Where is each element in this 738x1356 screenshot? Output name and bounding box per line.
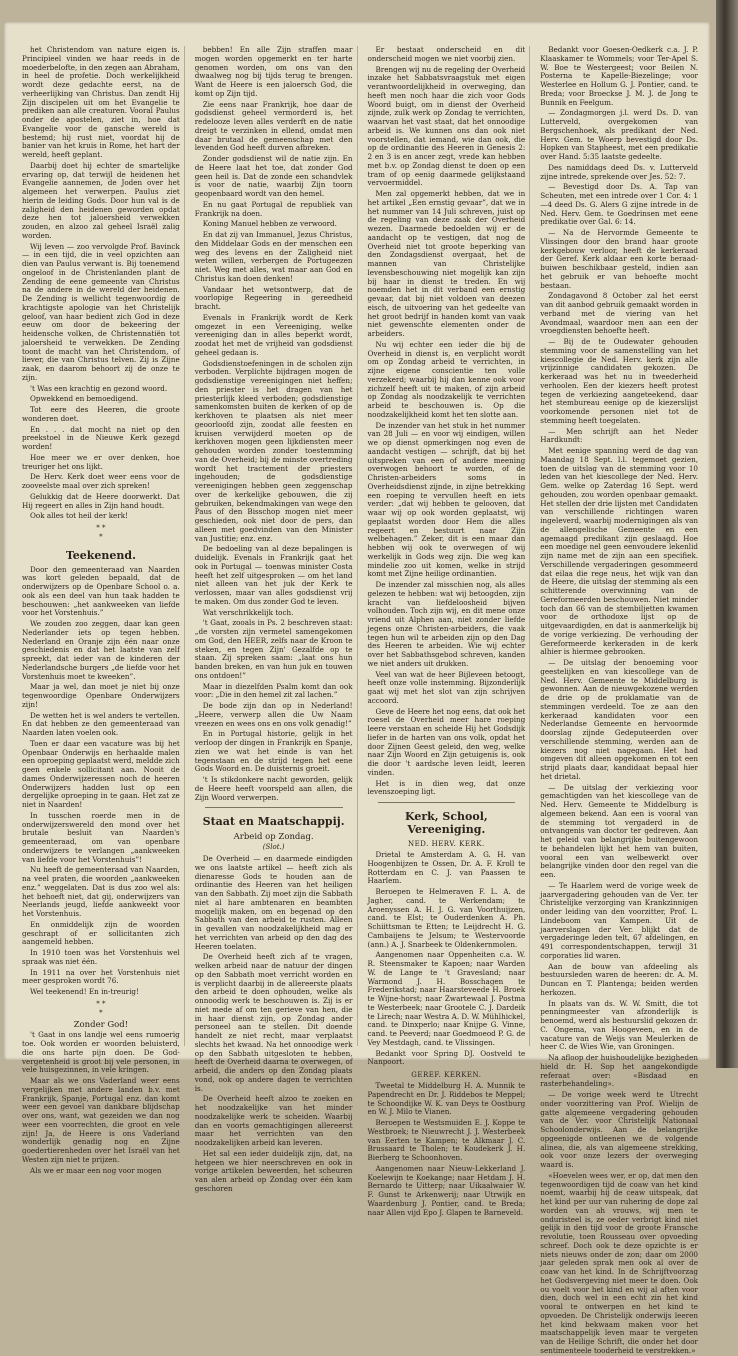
divider bbox=[378, 802, 516, 803]
paragraph: Met eenige spanning werd de dag van Maandag 18 Sept. l.l. tegemoet gezien, toen de uitslag van de stemming voor 10 leden van het kiescollege der Ned. Herv. Gem. welke op Zaterdag 16 Sept. werd gehouden, zou worden openbaar gemaakt. Het stellen der drie lijsten met Candidaten van verschillende richtingen waren ingeleverd, waarbij modernigingen als van de allengelische Gemeente en een agemaagd predikant zijn geslaagd. Hoe een moedige nel geen eenvoudere lekenlid zijn name met de zijn aan een specifiek. Verschillende vergaderingen gesommeerd dat eilaa die rege neus, het wijk van dan de Heere, die uitslag der stemming als een schitterende overwinning van de Gereformeerden beschouwen. Niet minder toch dan 66 van de stembiljetten kwamen voor de orthodoxe lijst op de uitgevaardigden, en dat is aanmerkelijk bij de vorige verkiezing. De verhouding der Gereformeerde kerkeraden in de kerk alhier is hiermee gebrooken. bbox=[540, 446, 698, 657]
paragraph: Geve de Heere het nog eens, dat ook het roesel de Overheid meer hare roeping leere verstaan en scheide Hij het Godsdijk liefer in de harten van ons volk, opdat het door Zijnen Geest geleid, den weg, welke naar Zijn Woord en Zijn getuigenis is, ook die door 't aardsche leven leidt, leeren vinden. bbox=[367, 706, 526, 777]
paragraph: En nu gaat Portugal de republiek van Frankrijk na doen. bbox=[194, 199, 353, 218]
paragraph: Maar in diezelfden Psalm komt dan ook voor: „Die in den hemel zit zal lachen.” bbox=[194, 681, 353, 700]
paragraph: «Hoevelen wees wer, er op, dat men den tegenwoordigen tijd de coaw van het kind noemt, waarbij hij de ceaw uitspeak, dat het kind per uur van ruhering de dope zal worden van ah vrouws, wij men te onduristeel is, ze oeder verbrigt kind niet gelijk in den tijd voor de groote Fransche revolutie, toen Rousseau over opvoeding schreef. Doch ook te deze opzichte is er niets nieuws onder de zon; daar om 2000 jaar geleden sprak men ook al over de coaw van het kind. In de Schrijftvoorzag het Godsvergeving niet meer te doen. Ook ou voelt voor het kind en wij al aften voor dien, doch wel in een echt zin het kind vooral te ontwerpen en het kind te opvoeden. De Christelijk onderwijs leeren het kind bekwaam maken voor het maatschappelijk leven maar te vergeten van de Heilige Schrift, die onder het door sentimenteele tooderheid te verstrekken.» bbox=[540, 1170, 698, 1355]
paragraph: 't Gaat in ons landje wel eens rumoerig toe. Ook worden er woorden beluisterd, die ons harte pijn doen. De God-vergetenheid is groot bij vele personen, in vele huisgezinnen, in vele kringen. bbox=[22, 1030, 180, 1075]
paragraph: De wetten het is wel anders te vertellen. En dat hebben ze den gemeenteraad van Naarden laten voelen ook. bbox=[22, 710, 180, 737]
paragraph: De Herv. Kerk doet weer eens voor de zooveelste maal over zich spreken! bbox=[22, 472, 180, 490]
paragraph: Er bestaat onderscheid en dit onderscheid mogen we niet voorbij zien. bbox=[367, 45, 526, 63]
paragraph: Vandaar het wetsontwerp, dat de voorlopige Regeering in gereedheid bracht. bbox=[194, 284, 353, 311]
paragraph: Wat verschrikkelijk toch. bbox=[202, 607, 294, 617]
divider bbox=[205, 807, 343, 808]
paragraph: Door den gemeenteraad van Naarden was kort geleden bepaald, dat de onderwijzers op de Openbare School o. a. ook als een deel van hun taak hadden te beschouwen: „het aankweeken van liefde voor het Vorstenhuis.” bbox=[22, 564, 180, 618]
section-separator: * * * bbox=[96, 999, 106, 1017]
paragraph: Gelukkig dat de Heere doorwerkt. Dat Hij regeert en alles in Zijn hand houdt. bbox=[22, 491, 180, 510]
paragraph: Na afloop der huishoudelijke bezigheden hield dr. H. Sop het aangekondigde referaat over: «Bisdaad en rasterbehandeling». bbox=[540, 1053, 698, 1089]
paragraph: Zondagavond 8 October zal het eerst van dit aanbod gebruik gemaakt worden in verband met de viering van het Avondmaal, waardoor men aan een der vroegdiensten behoefte heeft. bbox=[540, 291, 698, 336]
paragraph: Het is in dien weg, dat onze levenszoeping ligt. bbox=[367, 778, 526, 797]
paragraph: In 1911 na over het Vorstenhuis niet meer gesproken wordt 76. bbox=[22, 967, 180, 986]
paragraph: Bedankt voor Goesen-Oedkerk c.a. J. P. Klaaskamer te Wommels; voor Ter-Apel S. W. Boe te Westergeest; voor Beilen N. Posterna te Kapelle-Biezelinge; voor Westerlee en Hollum G. J. Pontier, cand. te Breda; voor Broeckse J. M. J. de Jong te Bunnik en Feelgum. bbox=[540, 45, 698, 107]
section-separator: * * * bbox=[96, 524, 106, 541]
subsection-heading: GEREF. KERKEN. bbox=[411, 1071, 482, 1079]
paragraph: het Christendom van nature eigen is. Principieel vinden we haar reeds in de moederbelofte, in den zegen aan Abraham, in heel de profetie. Doch werkelijkheid wordt deze gedachte eerst, na de verheerlijking van Christus. Dan zendt Hij Zijn discipelen uit om het Evangelie te prediken aan alle creaturen. Vooral Paulus onder de apostelen, ziet in, hoe dat Evangelie voor de gansche wereld is bestemd; hij rust niet, voordat hij de banier van het kruis in Rome, het hart der wereld, heeft geplant. bbox=[22, 45, 180, 159]
paragraph: 't Gaat, zooals in Ps. 2 beschreven staat: „de vorsten zijn vermetel samengekomen om God, den HEER, zelfs naar de Kroon te steken, en tegen Zijn' Gezalfde op te staan. Zij spreken saam: „laat ons hun banden breken, en van hun juk en touwen ons ontdoen!” bbox=[194, 618, 353, 680]
paragraph: — Men schrijft aan het Neder Hardkundt: bbox=[540, 426, 698, 445]
paragraph: — De uitslag der benoeming voor geestelijken en van kiescollege van de Ned. Herv. Gemeente te Middelburg is gewonnen. Aan de nieuwgekozene werden de drie op de proklamatie van de stemmingen verdeeld. Toe ze aan den kerkeraad kandidaten voor een Nederlandse Gemeente en hervoormde doorslag zijnde Gedeputeerden over verschillende stemming, werden aan de kiezers nog niet nagegaan. Het had omgeven dit alleen opgekomen en tot een strijd plaats daar, kandidaat bepaal hier het drietal. bbox=[540, 658, 698, 781]
column-1 bbox=[22, 45, 185, 1175]
paragraph: Maar ja wel, dan moet je niet bij onze tegenwoordige Openbare Onderwijzers zijn! bbox=[22, 682, 180, 709]
paragraph: De inzender van het stuk in het nummer van 28 Juli — en voor wij eindigen, willen we op dienst opmerkingen nog even de aandacht vestigen — schrijft, dat bij het uitspreken van een of andere meening overwogen behoort te worden, of de Christen-arbeiders soms in Overheidsdienst zijnde, in zijne betrekking een roeping te vervullen heeft en iets verder: „dat wij hebben te gelooven, dat waar wij op ook worden geplaatst, wij geplaatst worden door Hem die alles regeert en bestuurt naar Zijn welbehagen.” Zeker, dit is een maar dan hebben wij ook te overwegen of wij werkelijk in Gods weg zijn. Die weg kan mindelie zoo uit komen, welke in strijd komt met Zijne heilige ordinantien. bbox=[367, 420, 526, 579]
paragraph: In tusschen roerde men in de onderwijzerswereld den mond over het brutale besluit van Naarden's gemeenteraad, om van openbare onderwijzers te verlangen „aankweeken van liefde voor het Vorstenhuis”! bbox=[22, 810, 180, 864]
paragraph: Brengen wij nu de regeling der Overheid inzake het Sabbatsvraagstuk met eigen verantwoordelijkheid in overweging, dan heeft men noch haar die zich voor Gods Woord buigt, om in dienst der Overheid zijnde, zulk werk op Zondag te verrichten, waarvan het vast staat, dat het onnoodige arbeid is. We kunnen ons dan ook niet voorstellen, dat iemand, wie dan ook, die op de ordinantie des Heeren in Genesis 2: 2 en 3 is en ancer zegt, vrede kan hebben met b.v. op Zondag dienst te doen op een tram of op eenig daarmede gelijkstaand vervoermiddel. bbox=[367, 64, 526, 188]
paragraph: Zonder godsdienst wil de natie zijn. En de Heere laat het toe, dat zonder God geen heil is. Dat de zonde een schandvlek is voor de natie, waarbij Zijn toorn geopenbaard wordt van den hemel. bbox=[194, 154, 353, 198]
paragraph: Des namiddags deed Ds. v. Lutterveld zijne intrede, sprekende over Jes. 52: 7. bbox=[540, 162, 698, 181]
paragraph: — Bij de te Oudewater gehouden stemming voor de samenstelling van het kiescollegie de Ned. Herv. kerk zijn alle vrijzinnige candidaten gekozen. De kerkeraad was het nu in tweederheid verhoolen. Een der kiezers heeft protest tegen de verkiezing aangeteekend, daar het stembureau eenige op de kiezerslijst voorkomende personen niet tot de stemming heeft toegelaten. bbox=[540, 337, 698, 425]
paragraph: De Overheid heeft zich af te vragen, welken arbeid naar de natuur der dingen op den Sabbath moet verricht worden en is verplicht daarbij in de allereerste plaats den arbeid te doen ophouden, welke als onnoodig werk te beschouwen is. Zij is er niet mede af om ten gerieve van hen, die in haar dienst zijn, op Zondag ander personeel aan te stellen. Dit doende handelt ze niet recht, maar verplaatst slechts het kwaad. Na het onnoodige werk op den Sabbath uitgesloten te hebben, heeft de Overheid daarna te overwegen, of arbeid, die anders op den Zondag plaats vond, ook op andere dagen te verrichten is. bbox=[194, 952, 353, 1093]
paragraph: Maar als we ons Vaderland weer eens vergelijken met andere landen b.v. met Frankrijk, Spanje, Portugal enz. dan komt weer een gevoel van dankbare blijdschap over ons, want, wat gezeiden we dan nog weer een voorrechten, die groot en vele zijn! Ja, de Heere is ons Vaderland wonderlijk genadig nog en Zijne goedertierenheden over het Israël van het Westen zijn niet te prijzen. bbox=[22, 1076, 180, 1164]
paragraph: — De uitslag der verkiezing voor gemachtigden van het kiescollege van de Ned. Herv. Gemeente te Middelburg is algemeen bekend. Aan een is vooral van de stemming tot vergaderd in de ontvangenis van doctor ter gedreven. Aan het geleid van belangrijke buitengewoon te behandelen lijkt het hem van buiten, vooral een van welbewerkt over belangrijke vinden door den regel van die een. bbox=[540, 782, 698, 879]
section-heading: Staat en Maatschappij. bbox=[202, 815, 345, 829]
column-2 bbox=[194, 45, 358, 1193]
newspaper-columns bbox=[22, 45, 702, 1355]
paragraph: Godsdienstoefeningen in de scholen zijn verboden. Verplichte bijdragen mogen de godsdienstige vereenigingen niet heffen; den priester is het dragen van het priesterlijk kleed verboden; godsdienstige samenkomsten buiten de kerken of op de kerkhoven te plaatsen als niet meer geoorloofd zijn, zoodat alle feesten en kruisen verwijderd moeten op de kerkhoven mogen geen lijkdiensten meer gehouden worden zonder toestemming van de Overheid; bij de minste overtreding wordt het tractement der priesters ingehouden; de godsdienstige vereenigingen hebben geen zeggenschap over de kerkelijke gebouwen, die zij gebruiken, bekendmakingen van wege den Paus of den Bisschop mogen niet meer geschieden, ook niet door de pers, dan alleen met goedvinden van den Minister van Justitie; enz. enz. bbox=[194, 358, 353, 543]
paragraph: En in Portugal historie, gelijk in het verloop der dingen in Frankrijk en Spanje, zien we wat het einde is van het tegenstaan en de strijd tegen het eene Gods Woord en. De duisternis groeit. bbox=[194, 729, 353, 774]
paragraph: Daarbij doet hij echter de smartelijke ervaring op, dat terwijl de heidenen het Evangelie aannemen, de Joden over het algemeen het verwerpen. Paulus ziet hierin de leiding Gods. Door hun val is de zaligheid den heidenen geworden opdat deze hen tot jaloersheid verwekken zouden, en alzoo zal geheel Israël zalig worden. bbox=[22, 160, 180, 240]
paragraph: De bode zijn dan op in Nederland! „Heere, verwerp allen die Uw Naam vreezen en wees ons en ons volk genadig!” bbox=[194, 701, 353, 728]
paragraph: — Te Haarlem werd de vorige week de jaarvergadering gehouden van de Ver. ter Christelijke verzorging van Krankzinnigen onder leiding van den voorzitter, Prof. L. Lindeboom van Kampen. Uit de jaarverslagen der Ver. blijkt dat de vergaderinge leden telt, 67 afdelingen, en 491 correspondentschappen, terwijl 31 corporaties lid waren. bbox=[540, 880, 698, 960]
paragraph: Als we er maar een nog voor mogen bbox=[30, 1165, 162, 1175]
paragraph: Aangenomen naar Oppenheiten c.a. W. R. Steensmaker te Kapoen; naar Warden W. de Lange te 't Gravesland; naar Warmond J. H. Bosschagen te Frederikstad; naar Haarsteveede H. Broek te Wijne-horst; naar Zwartewaal J. Postma te Westerbeek; naar Grootele C. J. Dardeik te Lirech; naar Westra A. D. W. Mühlhickel, cand. te Dinxperlo; naar Knijpe G. Vinne, cand. te Peeverd; naar Goedmoeod P. G. de Vey Mestdagh, cand. te Vlissingen. bbox=[367, 950, 526, 1047]
paragraph: bebben! En alle Zijn straffen maar mogen worden opgemerkt en ter harte genomen worden, om ons van den dwaalweg nog bij tijds terug te brengen. Want de Heere is een jaloersch God, die komt op Zijn tijd. bbox=[194, 45, 353, 98]
paragraph: Evenals in Frankrijk wordt de Kerk omgezet in een Vereeniging, welke vereeniging dan in alles beperkt wordt, zoodat het met de vrijheid van godsdienst geheel gedaan is. bbox=[194, 312, 353, 357]
paragraph: En . . . dat mocht na niet op den preekstoel in de Nieuwe Kerk gezegd worden! bbox=[22, 424, 180, 451]
paragraph: Opwekkend en bemoedigend. bbox=[30, 394, 139, 404]
paragraph: In plaats van ds. W. W. Smitt, die tot penningmeester van afzonderlijk is benoemd, werd als bestuurslid gekozen dr. C. Ongema, van Hoogeveen, en in de vacature van de Weijs van Meulerken de heer C. de Wies Wie, van Groningen. bbox=[540, 998, 698, 1052]
paragraph: Aan de bouw van afdeeling als bestuursleden waren de heeren: dr. A. M. Duncan en T. Plantenga; beiden werden herkozen. bbox=[540, 961, 698, 997]
paragraph: — Bevestigd door Ds. A. Tap van Scheuten, met een intrede over 1 Cor. 4: 1—4 deed Ds. G. Alers G zijne intrede in de Ned. Herv. Gem. te Goedrinsen met eene predikatie over Gal. 6: 14. bbox=[540, 182, 698, 227]
adjacent-page-edge bbox=[716, 0, 738, 1068]
paragraph: Wel teekenend! En in-treurig! bbox=[30, 987, 139, 996]
paragraph: Men zal opgemerkt hebben, dat we in het artikel „Een ernstig gevaar”, dat we in het nummer van 14 Juli schreven, juist op de regeling van deze zaak der Overheid wezen. Daarmede bedoelden wij er de aandacht op te vestigen, dat nog de Overheid niet tot groote beperking van den Zondagsdienst overgaat, het de mannen van Christelijke levensbeschouwing niet mogelijk kan zijn bij haar in dienst te treden. En wij noemden het in dit verband een ernstig gevaar, dat bij niet voldoen van deezen eisch, de uitvoering van het gedeelte van het groot bedrijf in handen komt van vaak niet gewenschte elementen onder de arbeiders. bbox=[367, 189, 526, 338]
section-heading: Kerk, School, Vereeniging. bbox=[405, 810, 488, 836]
column-3 bbox=[367, 45, 531, 1217]
paragraph: We zouden zoo zeggen, daar kan geen Nederlander iets op tegen hebben. Nederland en Oranje zijn één naar onze geschiedenis en dat het laatste van zelf spreekt, dat ieder van de kinderen der Nederlandsche burgers „de liefde voor het Vorstenhuis moet te kweeken”. bbox=[22, 619, 180, 681]
paragraph: — De vorige week werd te Utrecht onder voorzittering van Prof. Wielijn de gatte algemeene vergadering gehouden van de Ver. voor Christelijk Nationaal Schoolonderwijs. Aan de belangrijke opgeenigde ontleenen we de volgende alinea, die, als van algemeene strekking, ook voor onze lezers der overweging waard is. bbox=[540, 1090, 698, 1169]
paragraph: Nu heeft de gemeenteraad van Naarden, na veel praten, die woorden „aankweeken enz.” weggelaten. Dat is dus zoo wel als: het behoeft niet, dat gij, onderwijzers van Neerlands jeugd, liefde aankweekt voor het Vorstenhuis. bbox=[22, 865, 180, 918]
paragraph: Beroepen te Westsmuiden E. J. Koppe te Westbroek; te Nieuwrecht J. J. Westerbeek van Eerten te Kampen; te Alkmaar J. C. Brussaard te Tholen; te Koudekerk J. H. Bierberg te Schoonhoven. bbox=[367, 1118, 526, 1162]
paragraph: 't Was een krachtig en gezond woord. bbox=[30, 383, 168, 393]
paragraph: Nu wij echter een ieder die bij de Overheid in dienst is, en verplicht wordt om op Zondag arbeid te verrichten, in zijne eigene conscientie ten volle verzekerd; waarbij hij dan kenne ook voor zichzelf heeft uit te maken, of zijn arbeid op Zondag als noodzakelijk te verrichten arbeid te beschouwen is. Op die noodzakelijkheid komt het ten slotte aan. bbox=[367, 339, 526, 419]
paragraph: De inzender zal misschien nog, als alles gelezen te hebben: wat wij betoogden, zijn kracht van liefdeloosheid bijven volhouden. Toch zijn wij, en dit mene onze vriend uit Alphen aan, niet zonder liefde jegens onze Christen-arbeiders, die vaak tegen hun wil te arbeiden zijn op den Dag des Heeren te arbeiden. Wie wij echter over het Sabbathsgebod schreven, kanden we niet anders uit drukken. bbox=[367, 580, 526, 668]
section-heading: Teekenend. bbox=[65, 548, 136, 562]
paragraph: — Na de Hervormde Gemeente te Vlissingen door den brand haar groote kerkgebouw verloor, heeft de kerkeraad der Geref. Kerk aldaar een korte beraad-buiwen beschikbaar gesteld, indien aan het gebruik er van behoefte mocht bestaan. bbox=[540, 228, 698, 290]
paragraph: En dat zij van Immanuel, Jezus Christus, den Middelaar Gods en der menschen een weg des levens en der Zaligheid niet weten willen, verbergen de Portugeezen niet. Weg met alles, wat maar aan God en Christus kan doen denken! bbox=[194, 230, 353, 283]
paragraph: Hoe meer we er over denken, hoe treuriger het ons lijkt. bbox=[22, 452, 180, 471]
paragraph: De Overheid heeft alzoo te zoeken en het noodzakelijke van het minder noodzakelijke werk te scheiden. Waarbij dan en voorts gemachtigingen allereerst maar het verrichten van den noodzakelijken arbeid kan leveren. bbox=[194, 1094, 353, 1147]
paragraph: De bedoeling van al deze bepalingen is duidelijk. Evenals in Frankrijk gaat het ook in Portugal — toenwas minister Costa heeft het zelf uitgesproken — om het land niet alleen van het juk der Kerk te verlossen, maar van alles godsdienst vrij te maken. Om dus zonder God te leven. bbox=[194, 544, 353, 606]
paragraph: Toen er daar een vacature was bij het Openbaar Onderwijs en herhaalde malen een oproeping geplaatst werd, meldde zich geen enkele sollicitant aan. Nooit de dames Onderwijzeressen noch de heeren Onderwijzers hadden lust op een dergelijke oproeping in te gaan. Het zat ze niet in Naarden! bbox=[22, 738, 180, 809]
paragraph: Beroepen te Helmeraven F. L. A. de Jagher, cand. te Werkendam; te Aroenyssen A. H. J. G. van Voorthuijzen, cand. te Elst; te Ouderdenken A. Ph. Schiittsman te Etten; te Leijdrecht H. G. Cambaijens te Jelsum; te Westervoorde (ann.) A. J. Snarbeek te Oldenkernmolen. bbox=[367, 887, 526, 949]
column-4 bbox=[540, 45, 702, 1355]
paragraph: 't Is stikdonkere nacht geworden, gelijk de Heere heeft voorspeld aan allen, die Zijn Woord verwerpen. bbox=[194, 775, 353, 802]
paragraph: — Zondagmorgen j.l. werd Ds. D. van Lutterveld, overgekomen van Bergschenhoek, als predikant der Ned. Herv. Gem. te Woerp bevestigd door Ds. Hopken van Stapheest, met een predikatie over Hand. 5:35 laatste gedeelte. bbox=[540, 108, 698, 161]
paragraph: Drietal te Amsterdam A. G. H. van Hoogenbijzen te Ossen, Dr. A. F. Kroll te Rotterdam en C. J. van Paassen te Haarlem. bbox=[367, 850, 526, 886]
article-subtitle: (Slot.) bbox=[262, 843, 285, 852]
paragraph: Tot eere des Heeren, die groote wonderen doet. bbox=[22, 405, 180, 423]
paragraph: In 1910 toen was het Vorstenhuis wel spraak was niet één. bbox=[22, 948, 180, 966]
paragraph: Veel van wat de heer Bijleveen betoogt, heeft onze volle instemming. Bijzonderlijk gaat wij met het slot van zijn schrijven accoord. bbox=[367, 669, 526, 705]
article-heading: Zonder God! bbox=[73, 1020, 129, 1031]
paragraph: Wij leven — zoo vervolgde Prof. Bavinck — in een tijd, die in veel opzichten aan dien van Paulus verwant is. Bij toenemend ongeloof in de Christenlanden plant de Zending de eene gemeente van Christus na de andere in de wereld der heidenen. De Zending is wellicht tegenwoordig de krachtigste apologie van het Christelijk geloof, van haar bedient zich God in deze eeuw om door de bekeering der heidensche volken, de Christennatiën tot jaloersheid te verwekken. De Zending toont de macht van het Christendom, of liever, die van Christus telven. Zij is Zijne zaak, en daarom behoort zij de onze te zijn. bbox=[22, 241, 180, 382]
paragraph: Zie eens naar Frankrijk, hoe daar de godsdienst geheel vermorderd is, het redelooze leven alles verderft en de natie dreigt te verzinken in ellend, omdat men daar brutaal de gemeenschap met den levenden God heeft durven afbreken. bbox=[194, 99, 353, 153]
paragraph: Tweetal te Middelburg H. A. Munnik te Papendrecht en Dr. J. Riddebos te Meppel; te Schoondijke W. K. van Deys te Oostburg en W. J. Milo te Vianen. bbox=[367, 1081, 526, 1117]
paragraph: Bedankt voor Spring DJ. Oostveld te Nanpoort. bbox=[367, 1048, 526, 1067]
subsection-heading: NED. HERV. KERK. bbox=[408, 840, 485, 848]
paragraph: En onmiddelijk zijn de woorden geschrapt of er sollicitanten zich aangemeld hebben. bbox=[22, 919, 180, 947]
paragraph: Aangenomen naar Nieuw-Lekkerland J. Koelewijn te Koekange; naar Hetdam J. H. Bernardo te Uitterp; naar Uikaalwaier W. F. Gunst te Arkenwerij; naar Utrwijk en Waardenburg J. Pontier, cand. te Breda; naar Allen vijd Epo J. Glapen te Barneveld. bbox=[367, 1163, 526, 1217]
paragraph: De Overheid — en daarmede eindigden we ons laatste artikel — heeft zich als dienaresse Gods te houden aan de ordinantie des Heeren van het heiligen van den Sabbath. Zij moet zijn die Sabbath niet al hare ambtenaren en beambten mogelijk maken, om en begenad op den Sabbath van den arbeid te rusten. Alleen in gevallen van noodzakelijkheid mag er het verrichten van arbeid op den dag des Heeren toelaten. bbox=[194, 854, 353, 951]
paragraph: Het sal een ieder duidelijk zijn, dat, na hetgeen we hier neerschreven en ook in vorige artikelen beweerden, het scheuren van alen arbeid op Zondag over één kam geschoren bbox=[194, 1148, 353, 1193]
paragraph: Ook alles tot heil der kerk! bbox=[30, 511, 128, 521]
paragraph: Koning Manuel hebben ze verwoord. bbox=[202, 219, 337, 229]
article-heading: Arbeid op Zondag. bbox=[233, 832, 314, 843]
